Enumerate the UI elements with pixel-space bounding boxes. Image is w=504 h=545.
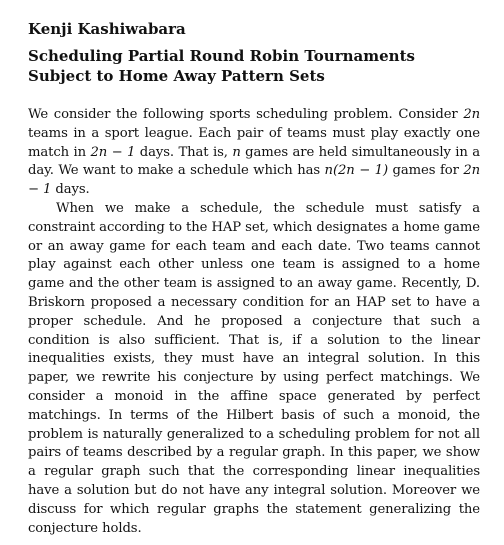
- abstract-paragraph-1: [28, 106, 480, 200]
- abstract: [28, 106, 480, 538]
- text-run: games are held simultaneously in a day. We want to make a schedule which has: [28, 144, 480, 179]
- math-expression: n: [232, 144, 241, 160]
- math-expression: n(2n − 1): [324, 163, 389, 179]
- paper-page: [28, 20, 480, 538]
- abstract-paragraph-2: [28, 200, 480, 538]
- text-run: days. That is,: [135, 144, 233, 160]
- text-run: days.: [51, 182, 90, 198]
- author-name: Kenji Kashiwabara: [28, 20, 186, 38]
- text-run: When we make a schedule, the schedule must satisfy a constraint according to the HAP set, which designates a home game or an away game for each team and each date. Two teams cannot play against each other unless one team is assigned to a home game and the other team is assigned to an away game. Recently, D. Briskorn proposed a necessary condition for an HAP set to have a proper schedule. And he proposed a conjecture that such a condition is also sufficient. That is, if a solution to the linear inequalities exists, they must have an integral solution. In this paper, we rewrite his conjecture by using perfect matchings. We consider a monoid in the affine space generated by perfect matchings. In terms of the Hilbert basis of such a monoid, the problem is naturally generalized to a scheduling problem for not all pairs of teams described by a regular graph. In this paper, we show a regular graph such that the corresponding linear inequalities have a solution but do not have any integral solution. Moreover we discuss for which regular graphs the statement generalizing the conjecture holds.: [28, 200, 480, 536]
- math-expression: 2n − 1: [90, 144, 136, 160]
- text-run: teams in a sport league. Each pair of teams must play exactly one match in: [28, 125, 480, 160]
- text-run: We consider the following sports scheduling problem. Consider: [28, 107, 464, 122]
- paper-title: Scheduling Partial Round Robin Tournaments Subject to Home Away Pattern Sets: [28, 47, 415, 85]
- math-expression: 2n − 1: [28, 163, 480, 198]
- text-run: games for: [388, 163, 464, 179]
- math-expression: 2n: [463, 107, 480, 122]
